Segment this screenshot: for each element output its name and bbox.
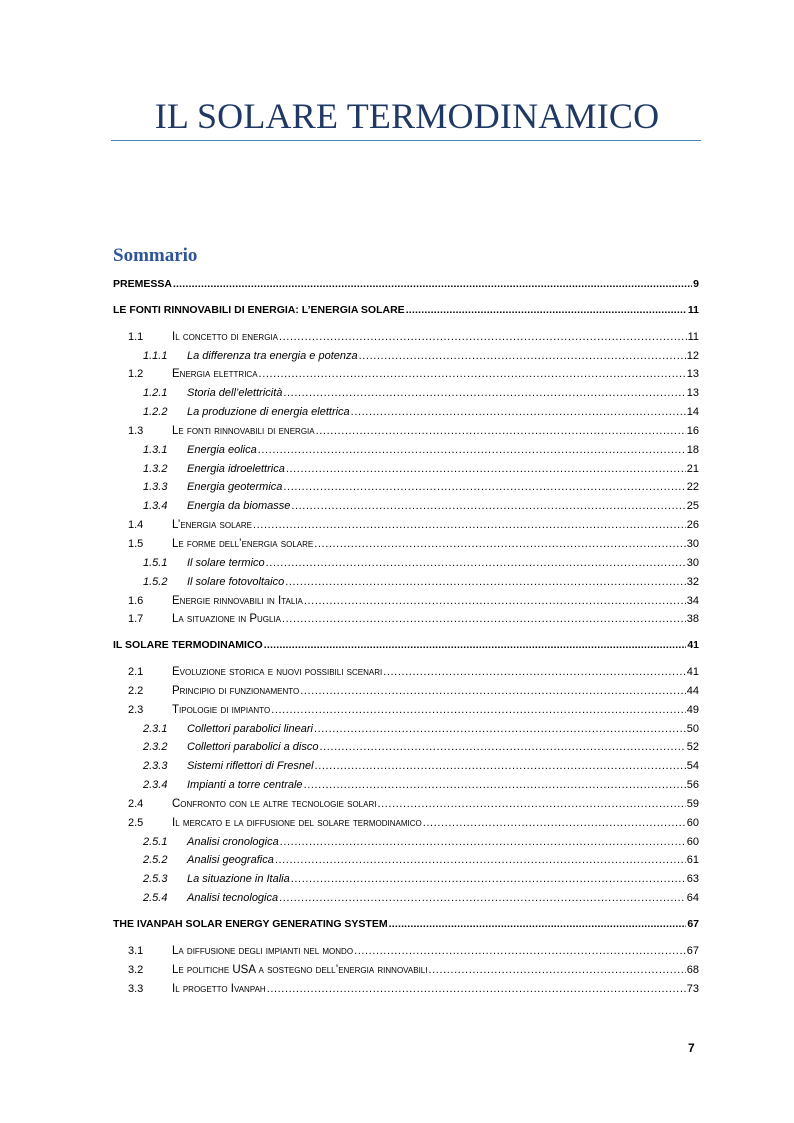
toc-entry-number: 1.3.3 [143,481,168,494]
toc-entry[interactable] [113,595,699,614]
toc-entry-page: 52 [686,741,699,754]
toc-dot-leader [351,406,686,418]
toc-entry-number: 1.4 [128,519,144,532]
toc-entry-page: 59 [686,797,699,810]
toc-entry-title: La situazione in Puglia [172,613,281,626]
toc-entry[interactable] [113,892,699,911]
toc-entry-title: LE FONTI RINNOVABILI DI ENERGIA: L’ENERGIA SOLARE [113,303,405,316]
toc-dot-leader [315,760,686,772]
toc-entry-page: 41 [686,666,699,679]
toc-entry-title: Energia geotermica [187,481,283,494]
toc-entry-page: 26 [686,519,699,532]
toc-entry-title: Tipologie di impianto [172,703,271,716]
toc-entry-number: 3.1 [128,944,144,957]
toc-entry[interactable] [113,964,699,983]
toc-entry-page: 12 [686,349,699,362]
toc-entry-title: Collettori parabolici a disco [187,741,319,754]
toc-entry-title: Energia idroelettrica [187,462,285,475]
toc-entry-number: 1.2.1 [143,387,168,400]
toc-entry[interactable] [113,723,699,742]
toc-entry-number: 1.1.1 [143,349,168,362]
toc-entry[interactable] [113,425,699,444]
toc-entry-page: 60 [686,835,699,848]
toc-entry-title: Energia eolica [187,443,257,456]
toc-entry-title: Il solare fotovoltaico [187,575,285,588]
toc-entry[interactable] [113,639,699,658]
toc-dot-leader [316,425,686,437]
toc-dot-leader [300,685,686,697]
toc-entry-page: 44 [686,684,699,697]
toc-entry-number: 1.7 [128,613,144,626]
toc-entry[interactable] [113,945,699,964]
toc-entry[interactable] [113,918,699,937]
toc-entry-title: Energia da biomasse [187,500,291,513]
toc-entry[interactable] [113,331,699,350]
toc-entry[interactable] [113,576,699,595]
toc-entry-number: 2.3.3 [143,760,168,773]
toc-dot-leader [304,779,686,791]
table-of-contents [113,278,699,1001]
toc-entry-title: La diffusione degli impianti nel mondo [172,944,354,957]
document-title: IL SOLARE TERMODINAMICO [154,96,660,136]
toc-dot-leader [314,723,686,735]
toc-entry-page: 13 [686,368,699,381]
toc-entry[interactable] [113,854,699,873]
toc-dot-leader [259,368,686,380]
toc-dot-leader [291,873,686,885]
toc-entry-page: 60 [686,816,699,829]
toc-entry-number: 3.2 [128,963,144,976]
toc-entry-title: Le forme dell’energia solare [172,537,314,550]
toc-entry[interactable] [113,444,699,463]
toc-entry-title: Il progetto Ivanpah [172,982,266,995]
toc-entry-page: 73 [686,982,699,995]
toc-entry-title: La situazione in Italia [187,873,290,886]
toc-entry-number: 2.3.4 [143,779,168,792]
toc-entry-title: Il mercato e la diffusione del solare termodinamico [172,816,422,829]
toc-entry[interactable] [113,983,699,1002]
toc-entry[interactable] [113,704,699,723]
toc-entry-page: 50 [686,722,699,735]
toc-entry-page: 63 [686,873,699,886]
toc-entry-title: La produzione di energia elettrica [187,406,350,419]
toc-entry[interactable] [113,613,699,632]
toc-dot-leader [275,854,686,866]
toc-entry[interactable] [113,760,699,779]
toc-entry-number: 2.5.4 [143,892,168,905]
toc-entry-page: 18 [686,443,699,456]
toc-entry-page: 25 [686,500,699,513]
toc-dot-leader [383,666,686,678]
toc-entry-title: THE IVANPAH SOLAR ENERGY GENERATING SYSTEM [113,918,388,930]
toc-entry-title: Impianti a torre centrale [187,779,303,792]
toc-entry-page: 11 [687,330,699,343]
toc-entry-page: 21 [686,462,699,475]
toc-entry-page: 49 [686,703,699,716]
toc-entry-title: PREMESSA [113,278,172,290]
toc-entry-page: 14 [686,406,699,419]
toc-entry-title: Evoluzione storica e nuovi possibili scenari [172,666,383,679]
toc-entry-page: 9 [693,278,699,290]
toc-dot-leader [359,350,686,362]
title-underline [111,140,701,141]
toc-entry-title: Analisi geografica [187,854,274,867]
toc-entry-number: 1.3.1 [143,443,168,456]
toc-entry-title: Storia dell’elettricità [187,387,283,400]
toc-entry[interactable] [113,350,699,369]
toc-entry-page: 16 [686,424,699,437]
toc-dot-leader [280,836,686,848]
toc-entry[interactable] [113,500,699,519]
toc-entry-number: 1.5 [128,537,144,550]
toc-dot-leader [264,639,687,651]
toc-entry-title: Le fonti rinnovabili di energia [172,424,315,437]
toc-dot-leader [319,741,685,753]
toc-dot-leader [283,481,685,493]
toc-dot-leader [286,463,686,475]
toc-dot-leader [282,613,686,625]
toc-entry-title: L’energia solare [172,519,252,532]
toc-entry-title: Energie rinnovabili in Italia [172,594,303,607]
toc-dot-leader [354,945,686,957]
toc-entry-number: 2.5.2 [143,854,168,867]
toc-entry-number: 2.5.1 [143,835,168,848]
toc-entry[interactable] [113,779,699,798]
toc-entry-title: IL SOLARE TERMODINAMICO [113,639,263,652]
toc-entry-number: 1.5.2 [143,575,168,588]
toc-entry-title: Confronto con le altre tecnologie solari [172,797,377,810]
toc-entry[interactable] [113,538,699,557]
toc-entry-page: 11 [687,303,699,316]
toc-entry-title: Le politiche USA a sostegno dell’energia rinnovabili [172,963,428,976]
toc-entry-number: 2.1 [128,666,144,679]
toc-entry-page: 13 [686,387,699,400]
toc-dot-leader [406,304,687,316]
toc-entry[interactable] [113,557,699,576]
toc-entry-title: La differenza tra energia e potenza [187,349,358,362]
toc-dot-leader [283,387,685,399]
toc-entry-page: 30 [686,537,699,550]
toc-entry[interactable] [113,387,699,406]
toc-entry[interactable] [113,368,699,387]
toc-entry[interactable] [113,685,699,704]
toc-entry-number: 2.5 [128,816,144,829]
toc-entry[interactable] [113,463,699,482]
toc-entry-page: 54 [686,760,699,773]
toc-entry[interactable] [113,406,699,425]
toc-entry-page: 56 [686,779,699,792]
toc-entry-title: Principio di funzionamento [172,684,300,697]
toc-entry-number: 2.2 [128,684,144,697]
toc-entry-number: 1.5.1 [143,556,168,569]
toc-dot-leader [314,538,686,550]
toc-entry-number: 2.5.3 [143,873,168,886]
toc-dot-leader [266,557,686,569]
toc-dot-leader [279,331,687,343]
toc-entry-title: Analisi cronologica [187,835,279,848]
toc-dot-leader [291,500,685,512]
toc-entry-page: 34 [686,594,699,607]
toc-entry-page: 30 [686,556,699,569]
toc-entry-number: 2.3 [128,703,144,716]
toc-dot-leader [377,798,685,810]
toc-entry-number: 2.3.2 [143,741,168,754]
toc-entry[interactable] [113,519,699,538]
toc-entry[interactable] [113,304,699,323]
toc-entry-page: 61 [686,854,699,867]
toc-dot-leader [285,576,686,588]
toc-dot-leader [267,983,686,995]
toc-entry-number: 1.2 [128,368,144,381]
toc-entry[interactable] [113,817,699,836]
toc-entry-page: 32 [686,575,699,588]
toc-dot-leader [389,918,687,930]
toc-entry-number: 1.2.2 [143,406,168,419]
toc-entry-number: 1.3 [128,424,144,437]
toc-entry[interactable] [113,836,699,855]
toc-entry-page: 64 [686,892,699,905]
toc-entry-page: 38 [686,613,699,626]
toc-heading: Sommario [113,245,198,266]
toc-entry-number: 1.3.4 [143,500,168,513]
toc-entry-number: 1.6 [128,594,144,607]
toc-entry-title: Il concetto di energia [172,330,278,343]
toc-entry-title: Sistemi riflettori di Fresnel [187,760,314,773]
toc-dot-leader [173,278,692,290]
toc-dot-leader [304,595,686,607]
toc-dot-leader [253,519,686,531]
toc-entry-number: 1.3.2 [143,462,168,475]
toc-entry-page: 41 [687,639,699,652]
toc-entry[interactable] [113,481,699,500]
page-number: 7 [688,1041,695,1055]
toc-dot-leader [428,964,685,976]
toc-entry[interactable] [113,873,699,892]
toc-dot-leader [279,892,686,904]
toc-entry-page: 22 [686,481,699,494]
toc-entry-title: Energia elettrica [172,368,258,381]
toc-entry-page: 68 [686,963,699,976]
toc-entry-page: 67 [686,944,699,957]
toc-entry-title: Analisi tecnologica [187,892,279,905]
toc-dot-leader [423,817,686,829]
toc-entry-number: 2.4 [128,797,144,810]
toc-entry-page: 67 [687,918,699,930]
toc-entry-number: 1.1 [128,330,144,343]
toc-dot-leader [271,704,686,716]
toc-entry[interactable] [113,666,699,685]
toc-entry-title: Il solare termico [187,556,265,569]
toc-entry[interactable] [113,798,699,817]
toc-dot-leader [258,444,686,456]
toc-entry-number: 2.3.1 [143,722,168,735]
toc-entry-title: Collettori parabolici lineari [187,722,313,735]
toc-entry-number: 3.3 [128,982,144,995]
toc-entry[interactable] [113,741,699,760]
toc-entry[interactable] [113,278,699,297]
